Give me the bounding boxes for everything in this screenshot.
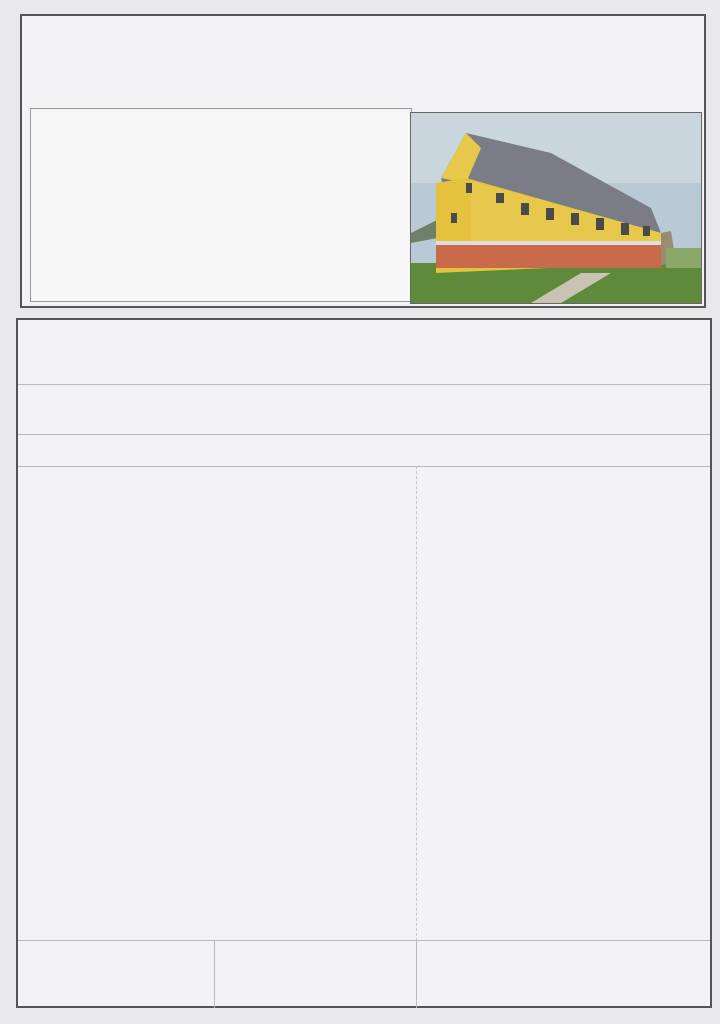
energy-rating-panel xyxy=(16,318,712,1008)
building-info-panel xyxy=(20,14,706,308)
building-photo xyxy=(410,112,702,304)
building-info-box xyxy=(30,108,412,302)
building-illustration xyxy=(411,113,701,303)
units-row xyxy=(18,442,710,453)
